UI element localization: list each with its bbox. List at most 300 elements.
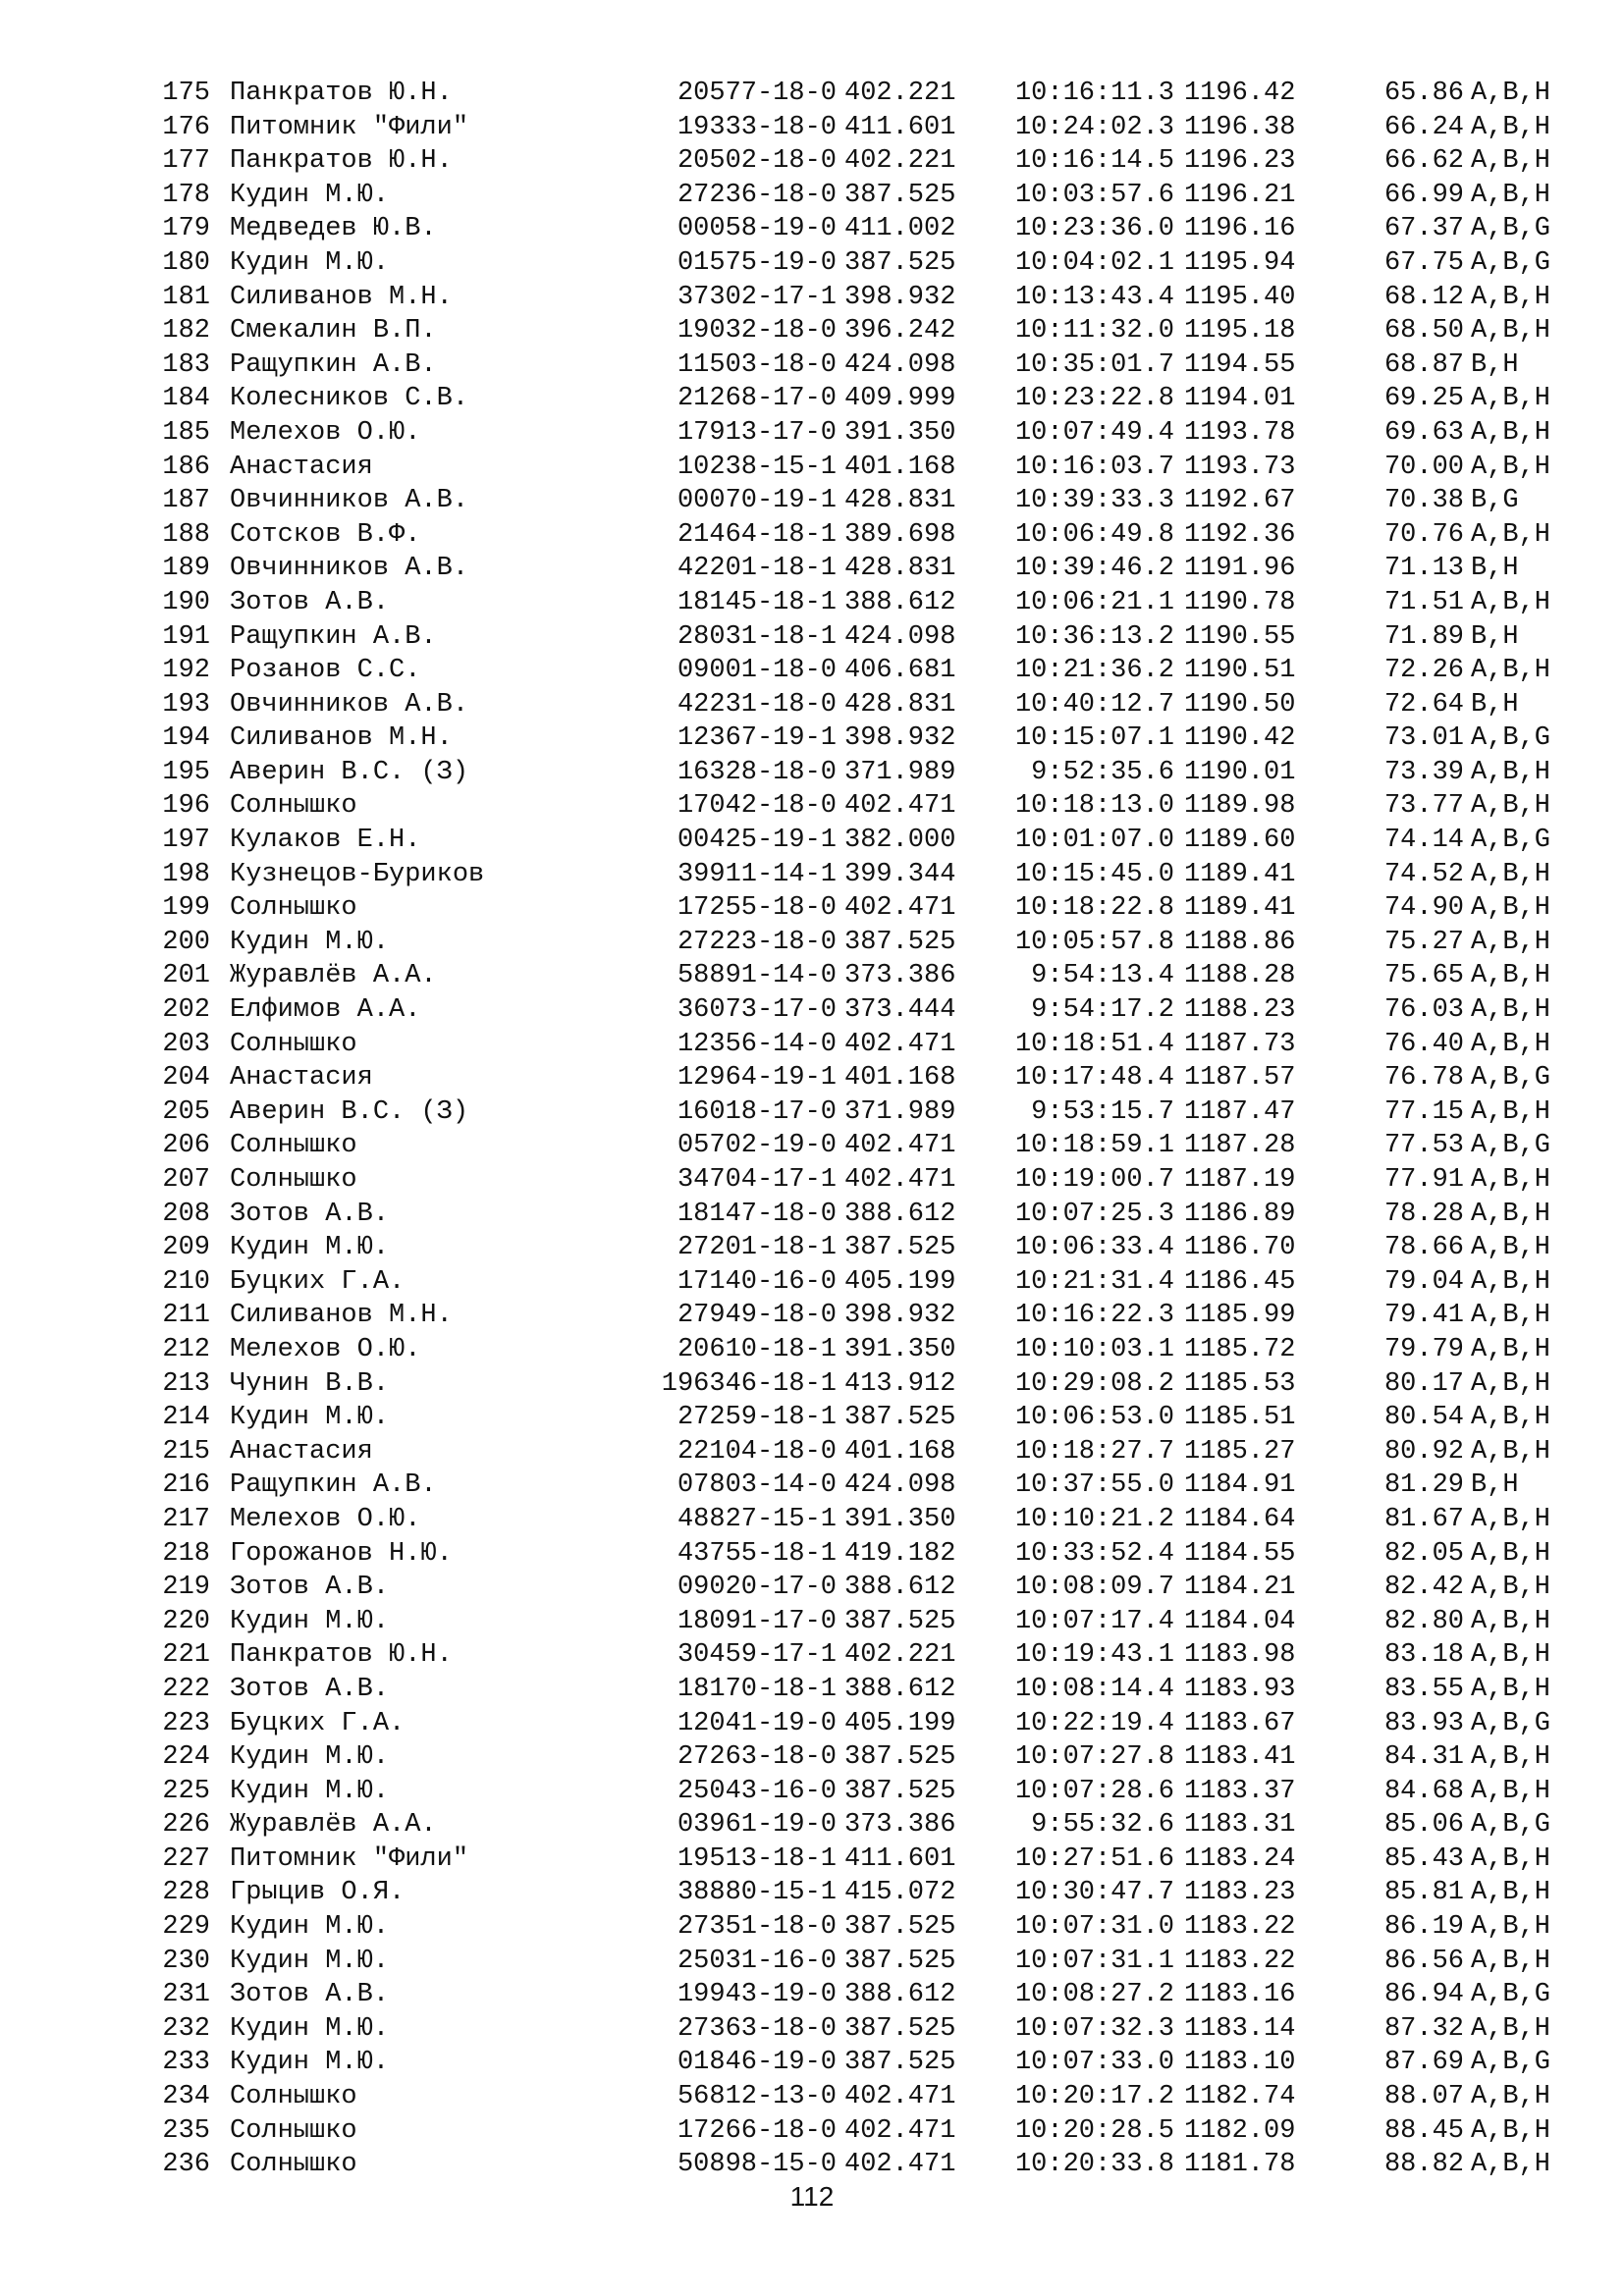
owner-name-cell: Аверин В.С. (З) <box>230 1096 469 1127</box>
place-cell: 198 <box>162 859 210 889</box>
ring-number-cell: 28031-18-1 <box>677 621 837 652</box>
ring-number-cell: 16018-17-0 <box>677 1096 837 1127</box>
speed-cell: 1183.10 <box>1184 2048 1296 2078</box>
ring-number-cell: 12356-14-0 <box>677 1029 837 1059</box>
classes-cell: A,B,H <box>1471 1946 1551 1976</box>
owner-name-cell: Журавлёв А.А. <box>230 961 437 991</box>
place-cell: 203 <box>162 1029 210 1059</box>
coefficient-cell: 68.87 <box>1383 349 1464 380</box>
owner-name-cell: Солнышко <box>230 791 357 822</box>
classes-cell: A,B,H <box>1471 1878 1551 1908</box>
speed-cell: 1190.51 <box>1184 656 1296 686</box>
classes-cell: A,B,H <box>1471 2115 1551 2146</box>
arrival-time-cell: 9:53:15.7 <box>1031 1096 1174 1127</box>
table-row <box>157 1638 1571 1673</box>
arrival-time-cell: 10:19:43.1 <box>1014 1640 1174 1671</box>
place-cell: 185 <box>162 417 210 448</box>
ring-number-cell: 00425-19-1 <box>677 826 837 856</box>
arrival-time-cell: 10:29:08.2 <box>1014 1368 1174 1399</box>
speed-cell: 1188.23 <box>1184 995 1296 1026</box>
arrival-time-cell: 10:16:22.3 <box>1014 1301 1174 1331</box>
classes-cell: A,B,G <box>1471 1063 1551 1094</box>
table-row <box>157 1231 1571 1265</box>
table-row <box>157 1401 1571 1435</box>
distance-cell: 402.471 <box>844 1165 956 1195</box>
speed-cell: 1195.18 <box>1184 316 1296 347</box>
place-cell: 232 <box>162 2013 210 2044</box>
owner-name-cell: Панкратов Ю.Н. <box>230 1640 453 1671</box>
table-row <box>157 654 1571 688</box>
distance-cell: 413.912 <box>844 1368 956 1399</box>
place-cell: 201 <box>162 961 210 991</box>
place-cell: 207 <box>162 1165 210 1195</box>
table-row <box>157 246 1571 281</box>
classes-cell: B,H <box>1471 689 1519 720</box>
owner-name-cell: Кудин М.Ю. <box>230 1403 390 1433</box>
place-cell: 178 <box>162 180 210 210</box>
place-cell: 231 <box>162 1980 210 2010</box>
distance-cell: 411.002 <box>844 214 956 244</box>
coefficient-cell: 78.28 <box>1383 1199 1464 1229</box>
distance-cell: 399.344 <box>844 859 956 889</box>
place-cell: 228 <box>162 1878 210 1908</box>
place-cell: 184 <box>162 384 210 414</box>
coefficient-cell: 86.56 <box>1383 1946 1464 1976</box>
classes-cell: A,B,G <box>1471 1131 1551 1161</box>
ring-number-cell: 56812-13-0 <box>677 2082 837 2112</box>
speed-cell: 1187.73 <box>1184 1029 1296 1059</box>
speed-cell: 1183.41 <box>1184 1742 1296 1773</box>
distance-cell: 387.525 <box>844 2048 956 2078</box>
distance-cell: 424.098 <box>844 621 956 652</box>
speed-cell: 1192.36 <box>1184 519 1296 550</box>
speed-cell: 1189.41 <box>1184 859 1296 889</box>
classes-cell: A,B,H <box>1471 1096 1551 1127</box>
place-cell: 202 <box>162 995 210 1026</box>
place-cell: 179 <box>162 214 210 244</box>
speed-cell: 1190.01 <box>1184 757 1296 787</box>
distance-cell: 391.350 <box>844 1504 956 1534</box>
place-cell: 216 <box>162 1470 210 1501</box>
table-row <box>157 1061 1571 1095</box>
speed-cell: 1195.94 <box>1184 247 1296 278</box>
distance-cell: 398.932 <box>844 723 956 754</box>
table-row <box>157 1503 1571 1537</box>
arrival-time-cell: 10:17:48.4 <box>1014 1063 1174 1094</box>
classes-cell: A,B,H <box>1471 112 1551 142</box>
classes-cell: A,B,H <box>1471 859 1551 889</box>
distance-cell: 411.601 <box>844 1843 956 1874</box>
table-row <box>157 1673 1571 1707</box>
place-cell: 186 <box>162 452 210 482</box>
owner-name-cell: Буцких Г.А. <box>230 1266 406 1297</box>
ring-number-cell: 20610-18-1 <box>677 1334 837 1364</box>
ring-number-cell: 21464-18-1 <box>677 519 837 550</box>
arrival-time-cell: 10:06:49.8 <box>1014 519 1174 550</box>
place-cell: 218 <box>162 1538 210 1569</box>
table-row <box>157 721 1571 756</box>
table-row <box>157 1775 1571 1809</box>
table-row <box>157 1537 1571 1572</box>
distance-cell: 388.612 <box>844 1199 956 1229</box>
ring-number-cell: 05702-19-0 <box>677 1131 837 1161</box>
speed-cell: 1189.60 <box>1184 826 1296 856</box>
coefficient-cell: 77.15 <box>1383 1096 1464 1127</box>
arrival-time-cell: 10:35:01.7 <box>1014 349 1174 380</box>
classes-cell: A,B,H <box>1471 927 1551 957</box>
owner-name-cell: Панкратов Ю.Н. <box>230 79 453 108</box>
distance-cell: 405.199 <box>844 1266 956 1297</box>
coefficient-cell: 87.32 <box>1383 2013 1464 2044</box>
arrival-time-cell: 10:03:57.6 <box>1014 180 1174 210</box>
ring-number-cell: 34704-17-1 <box>677 1165 837 1195</box>
arrival-time-cell: 9:55:32.6 <box>1031 1810 1174 1841</box>
owner-name-cell: Анастасия <box>230 452 373 482</box>
coefficient-cell: 73.39 <box>1383 757 1464 787</box>
ring-number-cell: 17913-17-0 <box>677 417 837 448</box>
distance-cell: 387.525 <box>844 180 956 210</box>
ring-number-cell: 00070-19-1 <box>677 486 837 516</box>
speed-cell: 1184.21 <box>1184 1573 1296 1603</box>
coefficient-cell: 70.00 <box>1383 452 1464 482</box>
place-cell: 221 <box>162 1640 210 1671</box>
table-row <box>157 1265 1571 1300</box>
speed-cell: 1196.23 <box>1184 146 1296 177</box>
owner-name-cell: Солнышко <box>230 2115 357 2146</box>
coefficient-cell: 66.62 <box>1383 146 1464 177</box>
coefficient-cell: 83.18 <box>1383 1640 1464 1671</box>
classes-cell: A,B,H <box>1471 384 1551 414</box>
owner-name-cell: Силиванов М.Н. <box>230 1301 453 1331</box>
place-cell: 215 <box>162 1436 210 1467</box>
table-row <box>157 1605 1571 1639</box>
distance-cell: 428.831 <box>844 554 956 584</box>
arrival-time-cell: 10:21:36.2 <box>1014 656 1174 686</box>
ring-number-cell: 27223-18-0 <box>677 927 837 957</box>
place-cell: 206 <box>162 1131 210 1161</box>
coefficient-cell: 71.51 <box>1383 587 1464 617</box>
distance-cell: 373.444 <box>844 995 956 1026</box>
speed-cell: 1196.38 <box>1184 112 1296 142</box>
arrival-time-cell: 10:33:52.4 <box>1014 1538 1174 1569</box>
distance-cell: 401.168 <box>844 1436 956 1467</box>
place-cell: 177 <box>162 146 210 177</box>
speed-cell: 1196.21 <box>1184 180 1296 210</box>
speed-cell: 1183.24 <box>1184 1843 1296 1874</box>
place-cell: 183 <box>162 349 210 380</box>
ring-number-cell: 27363-18-0 <box>677 2013 837 2044</box>
ring-number-cell: 03961-19-0 <box>677 1810 837 1841</box>
speed-cell: 1191.96 <box>1184 554 1296 584</box>
coefficient-cell: 77.91 <box>1383 1165 1464 1195</box>
table-row <box>157 2114 1571 2149</box>
ring-number-cell: 10238-15-1 <box>677 452 837 482</box>
speed-cell: 1184.55 <box>1184 1538 1296 1569</box>
classes-cell: B,H <box>1471 1470 1519 1501</box>
classes-cell: A,B,G <box>1471 1980 1551 2010</box>
distance-cell: 387.525 <box>844 1776 956 1806</box>
coefficient-cell: 82.05 <box>1383 1538 1464 1569</box>
speed-cell: 1189.98 <box>1184 791 1296 822</box>
ring-number-cell: 27949-18-0 <box>677 1301 837 1331</box>
table-row <box>157 1707 1571 1741</box>
arrival-time-cell: 10:20:33.8 <box>1014 2150 1174 2180</box>
ring-number-cell: 19333-18-0 <box>677 112 837 142</box>
distance-cell: 402.471 <box>844 2082 956 2112</box>
speed-cell: 1181.78 <box>1184 2150 1296 2180</box>
distance-cell: 402.221 <box>844 1640 956 1671</box>
classes-cell: B,H <box>1471 349 1519 380</box>
owner-name-cell: Кудин М.Ю. <box>230 927 390 957</box>
coefficient-cell: 75.27 <box>1383 927 1464 957</box>
table-row <box>157 1842 1571 1877</box>
ring-number-cell: 19513-18-1 <box>677 1843 837 1874</box>
place-cell: 180 <box>162 247 210 278</box>
table-row <box>157 2046 1571 2080</box>
results-table <box>157 77 1571 2182</box>
ring-number-cell: 17140-16-0 <box>677 1266 837 1297</box>
classes-cell: A,B,H <box>1471 2150 1551 2180</box>
speed-cell: 1183.16 <box>1184 1980 1296 2010</box>
table-row <box>157 416 1571 451</box>
arrival-time-cell: 10:06:33.4 <box>1014 1233 1174 1263</box>
classes-cell: A,B,H <box>1471 1233 1551 1263</box>
coefficient-cell: 65.86 <box>1383 79 1464 108</box>
speed-cell: 1189.41 <box>1184 893 1296 924</box>
speed-cell: 1183.14 <box>1184 2013 1296 2044</box>
ring-number-cell: 25031-16-0 <box>677 1946 837 1976</box>
classes-cell: A,B,G <box>1471 1708 1551 1738</box>
owner-name-cell: Питомник "Фили" <box>230 1843 469 1874</box>
ring-number-cell: 43755-18-1 <box>677 1538 837 1569</box>
place-cell: 189 <box>162 554 210 584</box>
owner-name-cell: Кудин М.Ю. <box>230 247 390 278</box>
ring-number-cell: 21268-17-0 <box>677 384 837 414</box>
distance-cell: 388.612 <box>844 587 956 617</box>
owner-name-cell: Овчинников А.В. <box>230 486 469 516</box>
distance-cell: 387.525 <box>844 247 956 278</box>
ring-number-cell: 30459-17-1 <box>677 1640 837 1671</box>
owner-name-cell: Кулаков Е.Н. <box>230 826 421 856</box>
ring-number-cell: 50898-15-0 <box>677 2150 837 2180</box>
coefficient-cell: 69.63 <box>1383 417 1464 448</box>
arrival-time-cell: 10:16:14.5 <box>1014 146 1174 177</box>
owner-name-cell: Силиванов М.Н. <box>230 723 453 754</box>
ring-number-cell: 22104-18-0 <box>677 1436 837 1467</box>
speed-cell: 1190.55 <box>1184 621 1296 652</box>
ring-number-cell: 12041-19-0 <box>677 1708 837 1738</box>
classes-cell: A,B,G <box>1471 826 1551 856</box>
owner-name-cell: Кудин М.Ю. <box>230 1946 390 1976</box>
classes-cell: A,B,H <box>1471 417 1551 448</box>
owner-name-cell: Солнышко <box>230 2082 357 2112</box>
classes-cell: A,B,H <box>1471 1674 1551 1704</box>
place-cell: 209 <box>162 1233 210 1263</box>
table-row <box>157 314 1571 348</box>
ring-number-cell: 12367-19-1 <box>677 723 837 754</box>
arrival-time-cell: 10:08:27.2 <box>1014 1980 1174 2010</box>
arrival-time-cell: 10:05:57.8 <box>1014 927 1174 957</box>
table-row <box>157 993 1571 1028</box>
coefficient-cell: 76.78 <box>1383 1063 1464 1094</box>
arrival-time-cell: 10:11:32.0 <box>1014 316 1174 347</box>
place-cell: 212 <box>162 1334 210 1364</box>
distance-cell: 402.471 <box>844 1131 956 1161</box>
speed-cell: 1185.27 <box>1184 1436 1296 1467</box>
classes-cell: A,B,H <box>1471 316 1551 347</box>
classes-cell: A,B,G <box>1471 214 1551 244</box>
ring-number-cell: 36073-17-0 <box>677 995 837 1026</box>
owner-name-cell: Мелехов О.Ю. <box>230 417 421 448</box>
owner-name-cell: Овчинников А.В. <box>230 689 469 720</box>
table-row <box>157 348 1571 383</box>
coefficient-cell: 81.29 <box>1383 1470 1464 1501</box>
coefficient-cell: 74.14 <box>1383 826 1464 856</box>
distance-cell: 391.350 <box>844 1334 956 1364</box>
arrival-time-cell: 10:24:02.3 <box>1014 112 1174 142</box>
owner-name-cell: Кудин М.Ю. <box>230 1742 390 1773</box>
distance-cell: 411.601 <box>844 112 956 142</box>
table-row <box>157 620 1571 655</box>
owner-name-cell: Кудин М.Ю. <box>230 180 390 210</box>
arrival-time-cell: 10:40:12.7 <box>1014 689 1174 720</box>
owner-name-cell: Зотов А.В. <box>230 587 390 617</box>
distance-cell: 387.525 <box>844 1742 956 1773</box>
owner-name-cell: Солнышко <box>230 1165 357 1195</box>
arrival-time-cell: 10:20:17.2 <box>1014 2082 1174 2112</box>
place-cell: 194 <box>162 723 210 754</box>
classes-cell: B,H <box>1471 621 1519 652</box>
arrival-time-cell: 10:01:07.0 <box>1014 826 1174 856</box>
coefficient-cell: 74.52 <box>1383 859 1464 889</box>
owner-name-cell: Питомник "Фили" <box>230 112 469 142</box>
table-row <box>157 1910 1571 1945</box>
arrival-time-cell: 10:27:51.6 <box>1014 1843 1174 1874</box>
classes-cell: A,B,H <box>1471 1640 1551 1671</box>
table-row <box>157 824 1571 858</box>
distance-cell: 387.525 <box>844 1233 956 1263</box>
classes-cell: A,B,H <box>1471 1368 1551 1399</box>
arrival-time-cell: 10:13:43.4 <box>1014 282 1174 312</box>
owner-name-cell: Анастасия <box>230 1436 373 1467</box>
speed-cell: 1193.73 <box>1184 452 1296 482</box>
coefficient-cell: 83.93 <box>1383 1708 1464 1738</box>
place-cell: 182 <box>162 316 210 347</box>
place-cell: 195 <box>162 757 210 787</box>
distance-cell: 371.989 <box>844 757 956 787</box>
classes-cell: A,B,H <box>1471 791 1551 822</box>
arrival-time-cell: 10:06:53.0 <box>1014 1403 1174 1433</box>
ring-number-cell: 01575-19-0 <box>677 247 837 278</box>
table-row <box>157 2012 1571 2047</box>
ring-number-cell: 18091-17-0 <box>677 1606 837 1636</box>
coefficient-cell: 67.75 <box>1383 247 1464 278</box>
table-row <box>157 1740 1571 1775</box>
ring-number-cell: 27259-18-1 <box>677 1403 837 1433</box>
speed-cell: 1188.86 <box>1184 927 1296 957</box>
table-row <box>157 1299 1571 1333</box>
classes-cell: A,B,H <box>1471 1912 1551 1943</box>
place-cell: 208 <box>162 1199 210 1229</box>
classes-cell: A,B,H <box>1471 1403 1551 1433</box>
arrival-time-cell: 10:18:59.1 <box>1014 1131 1174 1161</box>
distance-cell: 406.681 <box>844 656 956 686</box>
place-cell: 192 <box>162 656 210 686</box>
table-row <box>157 1333 1571 1367</box>
coefficient-cell: 87.69 <box>1383 2048 1464 2078</box>
table-row <box>157 179 1571 213</box>
speed-cell: 1193.78 <box>1184 417 1296 448</box>
table-row <box>157 1163 1571 1198</box>
coefficient-cell: 88.45 <box>1383 2115 1464 2146</box>
arrival-time-cell: 10:07:33.0 <box>1014 2048 1174 2078</box>
owner-name-cell: Смекалин В.П. <box>230 316 437 347</box>
speed-cell: 1183.67 <box>1184 1708 1296 1738</box>
ring-number-cell: 27236-18-0 <box>677 180 837 210</box>
speed-cell: 1190.50 <box>1184 689 1296 720</box>
arrival-time-cell: 9:54:17.2 <box>1031 995 1174 1026</box>
coefficient-cell: 75.65 <box>1383 961 1464 991</box>
place-cell: 204 <box>162 1063 210 1094</box>
ring-number-cell: 27351-18-0 <box>677 1912 837 1943</box>
coefficient-cell: 70.38 <box>1383 486 1464 516</box>
table-row <box>157 586 1571 620</box>
place-cell: 219 <box>162 1573 210 1603</box>
table-row <box>157 1435 1571 1469</box>
ring-number-cell: 18170-18-1 <box>677 1674 837 1704</box>
speed-cell: 1185.99 <box>1184 1301 1296 1331</box>
place-cell: 176 <box>162 112 210 142</box>
ring-number-cell: 17266-18-0 <box>677 2115 837 2146</box>
distance-cell: 409.999 <box>844 384 956 414</box>
speed-cell: 1187.19 <box>1184 1165 1296 1195</box>
distance-cell: 405.199 <box>844 1708 956 1738</box>
table-row <box>157 789 1571 824</box>
distance-cell: 424.098 <box>844 1470 956 1501</box>
classes-cell: A,B,H <box>1471 1843 1551 1874</box>
classes-cell: A,B,H <box>1471 1436 1551 1467</box>
arrival-time-cell: 10:22:19.4 <box>1014 1708 1174 1738</box>
classes-cell: A,B,H <box>1471 452 1551 482</box>
ring-number-cell: 17042-18-0 <box>677 791 837 822</box>
place-cell: 196 <box>162 791 210 822</box>
distance-cell: 401.168 <box>844 1063 956 1094</box>
ring-number-cell: 39911-14-1 <box>677 859 837 889</box>
owner-name-cell: Ращупкин А.В. <box>230 349 437 380</box>
place-cell: 193 <box>162 689 210 720</box>
coefficient-cell: 86.94 <box>1383 1980 1464 2010</box>
table-row <box>157 1571 1571 1605</box>
page-number: 112 <box>789 2181 835 2212</box>
owner-name-cell: Зотов А.В. <box>230 1674 390 1704</box>
ring-number-cell: 20577-18-0 <box>677 79 837 108</box>
speed-cell: 1190.78 <box>1184 587 1296 617</box>
classes-cell: A,B,H <box>1471 180 1551 210</box>
speed-cell: 1184.91 <box>1184 1470 1296 1501</box>
owner-name-cell: Мелехов О.Ю. <box>230 1334 421 1364</box>
table-row <box>157 756 1571 790</box>
arrival-time-cell: 10:07:28.6 <box>1014 1776 1174 1806</box>
owner-name-cell: Зотов А.В. <box>230 1980 390 2010</box>
table-row <box>157 1945 1571 1979</box>
coefficient-cell: 74.90 <box>1383 893 1464 924</box>
table-row <box>157 891 1571 926</box>
coefficient-cell: 82.80 <box>1383 1606 1464 1636</box>
classes-cell: A,B,H <box>1471 519 1551 550</box>
coefficient-cell: 86.19 <box>1383 1912 1464 1943</box>
table-row <box>157 1876 1571 1910</box>
classes-cell: A,B,H <box>1471 79 1551 108</box>
